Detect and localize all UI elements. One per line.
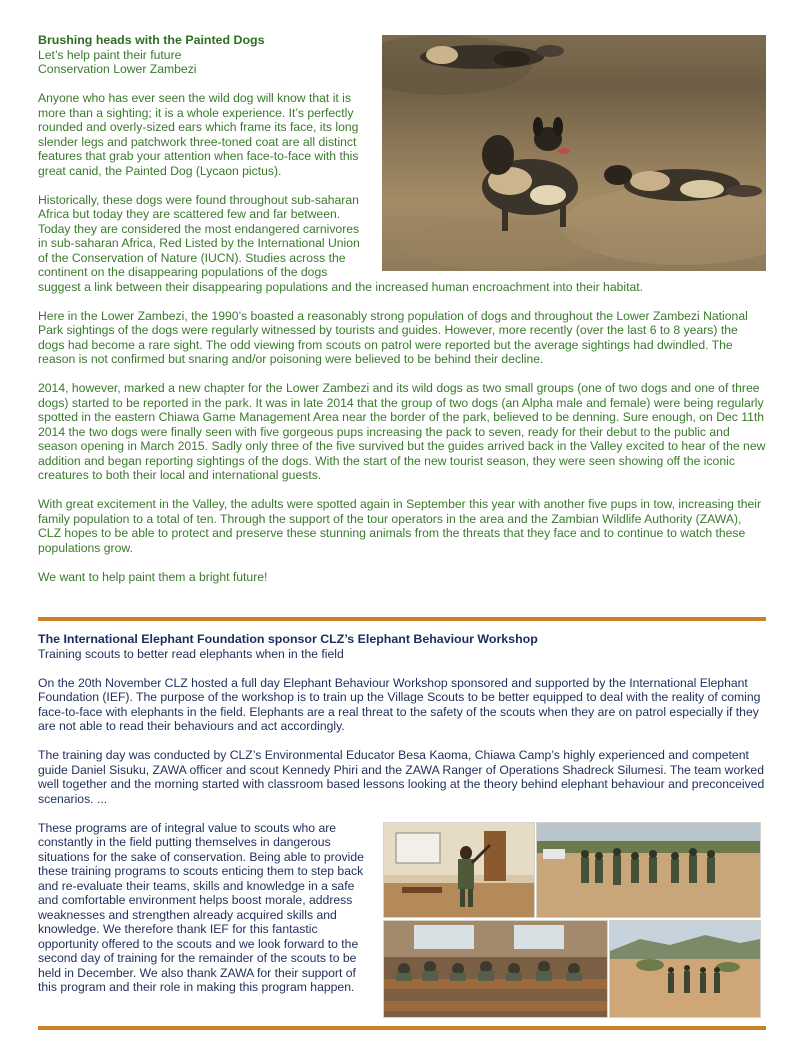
article-paragraph: These programs are of integral value to scouts who are constantly in the field putting themselves in dangerous situations for the sake of conservation. Being able to provide these training programs to scouts enticing them to step back and re-evaluate their teams, skills and knowledge in a safe and comfortable environment helps boost morale, address weaknesses and strengthen already acquired skills and knowledge. We therefore thank IEF for this fantastic opportunity offered to the scouts and we look forward to the second day of training for the remainder of the scouts to be held in December. We also thank ZAWA for their support of this program and their role in making this program happen. <box>38 820 364 994</box>
article-paragraph: With great excitement in the Valley, the adults were spotted again in September this year with another five pups in tow, increasing their family population to a total of ten. Through the support of the tour operators in the area and the Zambian Wildlife Authority (ZAWA), CLZ hopes to be able to protect and preserve these stunning animals from the threats that they face and to continue to watch these populations grow. <box>38 497 762 555</box>
article-paragraph: Anyone who has ever seen the wild dog will know that it is more than a sighting; it is a whole experience. It’s perfectly rounded and overly-sized ears which frame its face, its long slender legs and patchwork three-toned coat are all distinct features that grab your attention when face-to-face with this great canid, the Painted Dog (Lycaon pictus). <box>38 91 359 178</box>
article-paragraph: Historically, these dogs were found throughout sub-saharan Africa but today they are scattered few and far between. Today they are considered the most endangered carnivores in sub-saharan Africa, Red Listed by the International Union of the Conservation of Nature (IUCN). Studies across the continent on the disappearing populations of the dogs suggest a link between their disappearing populations and the increased human encroachment into their habitat. <box>38 192 644 294</box>
painted-dogs-article <box>38 33 766 599</box>
article-subtitle-org: Conservation Lower Zambezi <box>38 62 197 76</box>
section-divider <box>38 617 766 621</box>
article-paragraph: Here in the Lower Zambezi, the 1990’s boasted a reasonably strong population of dogs and throughout the Lower Zambezi National Park sightings of the dogs were regularly witnessed by tourists and guides. However, more recently (over the last 6 to 8 years) the dogs had become a rare sight. The odd viewing from scouts on patrol were reported but the average sightings had dwindled. The reason is not confirmed but snaring and/or poisoning were believed to be behind their decline. <box>38 308 748 366</box>
wild-dogs-photo <box>382 35 766 271</box>
scouts-patrol-photo <box>609 920 761 1018</box>
field-training-photo <box>536 822 761 918</box>
article-paragraph: The training day was conducted by CLZ’s Environmental Educator Besa Kaoma, Chiawa Camp’s highly experienced and competent guide Daniel Sisuku, ZAWA officer and scout Kennedy Phiri and the ZAWA Ranger of Operations Shadreck Silumesi. The team worked well together and the morning started with classroom based lessons looking at the theory behind elephant behaviour and preconceived scenarios. ... <box>38 748 765 806</box>
article-closing-line: We want to help paint them a bright future! <box>38 569 268 584</box>
article-title: Brushing heads with the Painted Dogs <box>38 33 265 47</box>
classroom-students-photo <box>383 920 608 1018</box>
article-paragraph: 2014, however, marked a new chapter for the Lower Zambezi and its wild dogs as two small groups (one of two dogs and one of three dogs) started to be reported in the park. It was in late 2014 that the group of two dogs (an Alpha male and female) were being regularly spotted in the eastern Chiawa Game Management Area near the border of the park, believed to be denning. Sure enough, on Dec 11th 2014 the two dogs were finally seen with five gorgeous pups increasing the pack to seven, ready for their debut to the public and season opening in March 2015. Sadly only three of the five survived but the guides arrived back in the Valley excited to hear of the new addition and began reporting sightings of the dogs. With the start of the new tourist season, they were seen showing off the iconic creatures to both their local and international guests. <box>38 381 766 482</box>
article-paragraph: On the 20th November CLZ hosted a full day Elephant Behaviour Workshop sponsored and supported by the International Elephant Foundation (IEF). The purpose of the workshop is to train up the Village Scouts to be better equipped to deal with the reality of coming face-to-face with elephants in the field. Elephants are a real threat to the safety of the scouts when they are on patrol especially if they are not able to read their behaviours and act accordingly. <box>38 675 761 733</box>
article-subtitle: Let’s help paint their future <box>38 47 182 62</box>
footer-divider <box>38 1026 766 1030</box>
classroom-instructor-photo <box>383 822 535 918</box>
article-title: The International Elephant Foundation sponsor CLZ’s Elephant Behaviour Workshop <box>38 632 538 646</box>
article-subtitle: Training scouts to better read elephants when in the field <box>38 646 344 661</box>
